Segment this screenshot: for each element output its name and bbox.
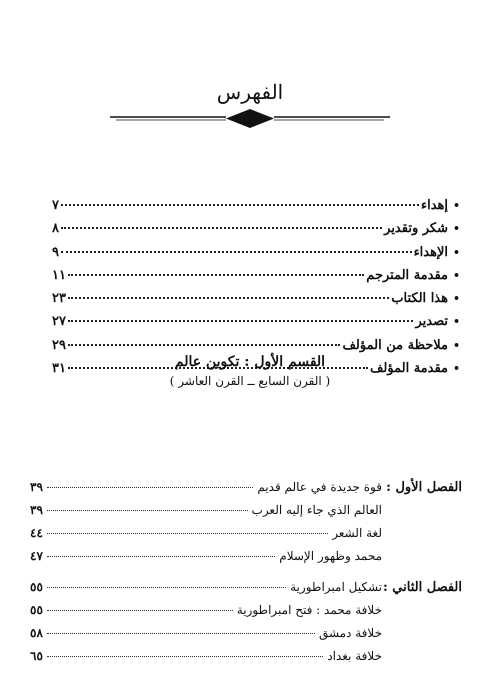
bullet-icon: • bbox=[452, 222, 460, 236]
entry-label: محمد وظهور الإسلام bbox=[279, 549, 382, 563]
entry-label: خلافة دمشق bbox=[318, 626, 382, 640]
dot-leader bbox=[68, 297, 389, 299]
dot-leader bbox=[68, 320, 414, 322]
dot-leader bbox=[47, 656, 323, 657]
toc-item-label: مقدمة المترجم bbox=[366, 267, 448, 283]
chapter-label: الفصل الثاني : bbox=[382, 580, 462, 595]
dot-leader bbox=[47, 533, 328, 534]
toc-item-page: ٩ bbox=[52, 244, 59, 260]
dot-leader bbox=[61, 251, 412, 253]
toc-item-label: مقدمة المؤلف bbox=[369, 361, 448, 377]
bullet-icon: • bbox=[452, 268, 460, 282]
bullet-icon: • bbox=[452, 245, 460, 259]
toc-item[interactable] bbox=[52, 198, 460, 221]
toc-item-page: ٢٣ bbox=[52, 291, 66, 307]
dot-leader bbox=[47, 587, 286, 588]
toc-item-page: ٢٧ bbox=[52, 314, 66, 330]
section-title: القسم الأول : تكوين عالم bbox=[174, 354, 326, 370]
toc-item-page: ٧ bbox=[52, 198, 59, 213]
toc-item-label: ملاحظة من المؤلف bbox=[342, 337, 448, 353]
entry-page: ٤٧ bbox=[30, 549, 43, 563]
entry-label: خلافة بغداد bbox=[327, 649, 382, 663]
toc-item-label: هذا الكتاب bbox=[391, 291, 448, 307]
chapter-entry[interactable] bbox=[30, 503, 382, 526]
chapter-entry[interactable] bbox=[30, 549, 382, 572]
toc-item-page: ٢٩ bbox=[52, 337, 66, 353]
entry-page: ٣٩ bbox=[30, 503, 43, 517]
chapter-entry[interactable] bbox=[30, 526, 382, 549]
entry-label: العالم الذي جاء إليه العرب bbox=[251, 503, 382, 517]
dot-leader bbox=[68, 274, 364, 276]
toc-item-page: ٣١ bbox=[52, 361, 66, 377]
entry-page: ٥٥ bbox=[30, 580, 43, 594]
bullet-icon: • bbox=[452, 315, 460, 329]
entry-label: خلافة محمد : فتح امبراطورية bbox=[236, 603, 382, 617]
dot-leader bbox=[61, 204, 419, 206]
toc-item[interactable] bbox=[52, 245, 460, 268]
title-ornament bbox=[110, 108, 390, 130]
toc-item-label: إهداء bbox=[420, 198, 448, 213]
chapter-entries bbox=[30, 480, 382, 572]
section-subtitle: ( القرن السابع ــ القرن العاشر ) bbox=[169, 374, 331, 388]
entry-page: ٥٨ bbox=[30, 626, 43, 640]
chapter-entry[interactable] bbox=[30, 480, 382, 503]
entry-page: ٣٩ bbox=[30, 480, 43, 494]
toc-item-page: ١١ bbox=[52, 267, 66, 283]
dot-leader bbox=[68, 344, 341, 346]
bullet-icon: • bbox=[452, 199, 460, 212]
toc-item-label: تصدير bbox=[415, 314, 448, 330]
entry-page: ٤٤ bbox=[30, 526, 43, 540]
chapter-entry[interactable] bbox=[30, 649, 382, 672]
dot-leader bbox=[47, 487, 253, 488]
chapter-entries bbox=[30, 580, 382, 672]
entry-page: ٦٥ bbox=[30, 649, 43, 663]
toc-item[interactable] bbox=[52, 291, 460, 314]
bullet-icon: • bbox=[452, 338, 460, 352]
dot-leader bbox=[47, 633, 315, 634]
chapter-label: الفصل الأول : bbox=[386, 480, 462, 495]
toc-item-label: شكر وتقدير bbox=[384, 221, 448, 237]
toc-item-page: ٨ bbox=[52, 221, 59, 237]
dot-leader bbox=[47, 610, 233, 611]
entry-label: قوة جديدة في عالم قديم bbox=[257, 480, 382, 494]
toc-item[interactable] bbox=[52, 314, 460, 337]
chapter-entry[interactable] bbox=[30, 626, 382, 649]
dot-leader bbox=[47, 556, 275, 557]
entry-page: ٥٥ bbox=[30, 603, 43, 617]
dot-leader bbox=[61, 227, 382, 229]
entry-label: لغة الشعر bbox=[332, 526, 382, 540]
toc-item[interactable] bbox=[52, 221, 460, 244]
bullet-icon: • bbox=[452, 362, 460, 376]
chapter-entry[interactable] bbox=[30, 603, 382, 626]
dot-leader bbox=[47, 510, 248, 511]
section-heading bbox=[0, 354, 500, 388]
entry-label: تشكيل امبراطورية bbox=[290, 580, 382, 594]
chapter-entry[interactable] bbox=[30, 580, 382, 603]
bullet-icon: • bbox=[452, 292, 460, 306]
page-title: الفهرس bbox=[216, 80, 284, 104]
toc-item-label: الإهداء bbox=[413, 244, 448, 260]
toc-item[interactable] bbox=[52, 268, 460, 291]
